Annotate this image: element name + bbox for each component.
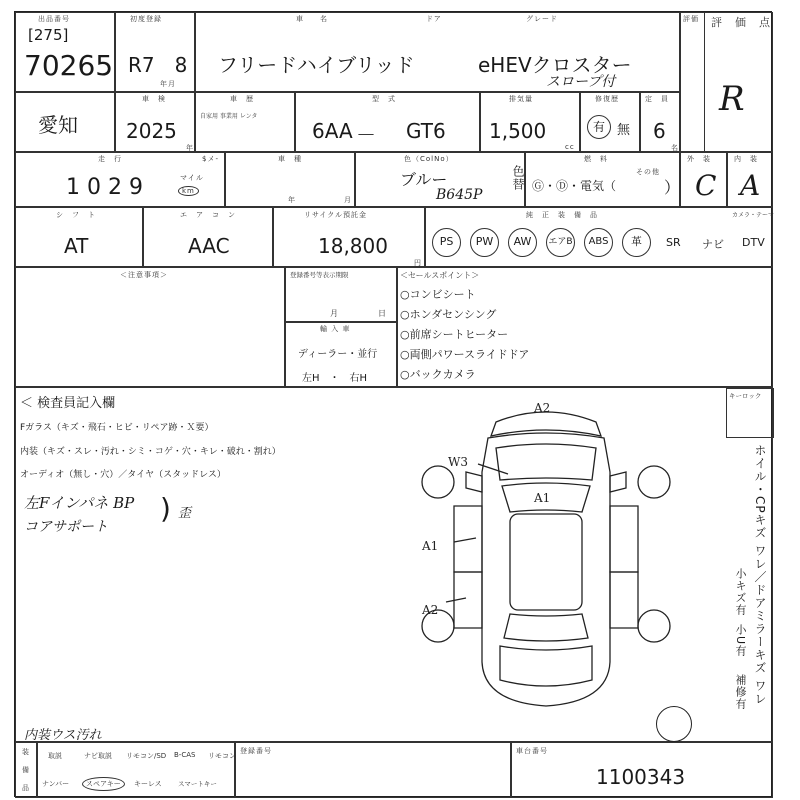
side-note-col1: ホイル・CPキズ ワレ／ドアミラーキズ ワレ	[753, 444, 767, 706]
side-note-col2c: 補修有	[734, 674, 747, 710]
footer-side-3: 品	[22, 784, 30, 792]
sales-point-1: ○コンビシート	[400, 288, 476, 301]
mirror-left	[466, 472, 482, 492]
door-label: ドア	[426, 15, 442, 23]
key-lock-label: キーロック	[729, 392, 762, 400]
body-type-year: 年	[288, 196, 296, 204]
equipment-cell	[425, 207, 773, 267]
fuel-other: その他	[636, 168, 660, 176]
color-value: ブルー	[400, 170, 448, 189]
footer-items	[37, 742, 235, 798]
notes-cell	[15, 267, 285, 387]
wheel-front-right	[638, 466, 670, 498]
aircon-cell	[143, 207, 273, 267]
aircon-label: エ ア コ ン	[180, 211, 236, 219]
shift-label: シ フ ト	[56, 211, 96, 219]
reg-date-month: 月	[330, 309, 339, 318]
shift-cell	[15, 207, 143, 267]
mileage-unit-km: km	[178, 186, 199, 196]
mileage-cell	[15, 152, 225, 207]
footer-item-smart-key: スマートキー	[178, 780, 217, 788]
fuel-options: Ⓖ・Ⓓ・電気（	[532, 179, 617, 193]
equipment-extra-label: カメラ・テーマ	[732, 212, 775, 219]
model-code-prefix: 6AA	[312, 119, 353, 143]
mark-w3: W3	[448, 455, 468, 469]
model-label: 車 名	[296, 15, 328, 23]
rear-window	[504, 614, 588, 641]
hand-note-1: 左Fインパネ BP	[24, 494, 135, 512]
import-dealer: ディーラー・並行	[298, 349, 378, 360]
equip-abs: ABS	[584, 228, 613, 257]
footer-frame-number: 1100343	[596, 765, 686, 789]
mark-a2-side: A2	[422, 603, 439, 617]
sales-point-3: ○前席シートヒーター	[400, 328, 509, 341]
hood	[496, 444, 596, 480]
side-note-col2a: 小キズ有	[734, 568, 747, 616]
interior-value: A	[740, 169, 761, 202]
repair-cell	[580, 92, 640, 152]
import-cell	[285, 322, 397, 387]
score-label: 評 価 点	[711, 16, 771, 29]
recycle-label: リサイクル預託金	[304, 211, 368, 219]
first-reg-value: R7 8	[128, 53, 188, 77]
footer-item-manual: 取説	[48, 752, 62, 760]
sales-points-cell	[397, 267, 773, 387]
interior-cell	[727, 152, 773, 207]
equip-airbag: エアB	[546, 228, 575, 257]
capacity-label: 定 員	[645, 95, 669, 103]
color-code: B645P	[436, 187, 483, 203]
equip-dtv: DTV	[742, 236, 765, 249]
footer-item-remote: リモコン	[208, 752, 236, 760]
first-reg-label: 初度登録	[130, 15, 162, 23]
color-cell	[355, 152, 525, 207]
footer-item-remote-sd: リモコン/SD	[126, 752, 167, 760]
hand-note-bottom: 内装ウス汚れ	[24, 728, 102, 743]
fuel-close: ）	[664, 178, 681, 197]
history-cell	[195, 92, 295, 152]
history-label: 車 歴	[230, 95, 254, 103]
mileage-label: 走 行	[98, 155, 122, 163]
inspector-line-1: Fガラス（キズ・飛石・ヒビ・リペア跡・Ｘ要）	[20, 423, 214, 433]
footer-reg-label: 登録番号	[240, 747, 272, 755]
sales-points-label: ＜セールスポイント＞	[400, 271, 480, 280]
model-code-dash: －	[356, 123, 376, 147]
lot-number: 70265	[24, 49, 114, 82]
wheel-rear-right	[638, 610, 670, 642]
inspector-title: ＜ 検査員記入欄	[20, 396, 116, 411]
mark-a2-top: A2	[534, 402, 551, 415]
mileage-value: 1 0 2 9	[66, 175, 143, 200]
displacement-value: 1,500	[489, 119, 547, 143]
footer-reg-cell	[235, 742, 511, 798]
rear-gate	[500, 646, 592, 686]
inspector-line-2: 内装（キズ・スレ・汚れ・シミ・コゲ・穴・キレ・破れ・割れ）	[20, 447, 281, 457]
displacement-cell	[480, 92, 580, 152]
grade-note: スロープ付	[546, 74, 616, 90]
notes-label: ＜注意事項＞	[120, 271, 168, 279]
score-divider	[680, 12, 705, 152]
footer-item-keyless: キーレス	[134, 780, 162, 788]
lot-cell	[15, 12, 115, 92]
a2-side-leader	[446, 598, 466, 602]
recycle-unit: 円	[414, 259, 422, 267]
equip-sr: SR	[666, 236, 681, 249]
exterior-cell	[680, 152, 727, 207]
region-value: 愛知	[38, 113, 78, 137]
a1-side-leader	[454, 538, 476, 542]
import-label: 輸 入 車	[320, 325, 351, 333]
repair-label: 修復歴	[595, 95, 619, 103]
capacity-value: 6	[653, 119, 666, 143]
recycle-value: 18,800	[318, 234, 388, 258]
key-lock-box	[726, 388, 774, 438]
inspection-year-label: 年	[186, 144, 194, 152]
capacity-unit: 名	[671, 144, 679, 152]
footer-side-1: 装	[22, 748, 30, 756]
mileage-unit-top: マイル	[180, 174, 204, 182]
import-steering: 左H ・ 右H	[302, 373, 368, 384]
auction-sheet	[14, 11, 775, 797]
equip-ps: PS	[432, 228, 461, 257]
exterior-label: 外 装	[687, 155, 711, 163]
capacity-cell	[640, 92, 680, 152]
inspector-line-3: オーディオ（無し・穴）／タイヤ（スタッドレス）	[20, 470, 226, 480]
right-door-front	[610, 506, 638, 572]
footer-frame-cell	[511, 742, 773, 798]
roof	[510, 514, 582, 610]
footer-equip-side	[15, 742, 37, 798]
displacement-label: 排気量	[509, 95, 533, 103]
history-sub: 自家用 事業用 レンタ	[200, 113, 258, 120]
body-type-month: 月	[344, 196, 352, 204]
sales-point-4: ○両側パワースライドドア	[400, 348, 530, 361]
first-reg-month-label: 年月	[160, 80, 176, 88]
inspection-label: 車 検	[142, 95, 166, 103]
mark-a1-roof: A1	[534, 491, 551, 505]
side-note-col2b: 小U有	[734, 624, 747, 658]
model-cell	[195, 12, 680, 92]
fuel-cell	[525, 152, 680, 207]
model-value: フリードハイブリッド	[218, 53, 415, 77]
lot-bracket: [275]	[28, 26, 69, 44]
repair-no: 無	[617, 123, 631, 138]
mark-a1-side: A1	[422, 539, 439, 553]
equip-navi: ナビ	[702, 238, 724, 251]
stamp-circle	[656, 706, 692, 742]
body-outline	[482, 433, 610, 706]
reg-date-day: 日	[378, 309, 387, 318]
inspection-cell	[115, 92, 195, 152]
inspector-area	[15, 387, 773, 742]
equip-pw: PW	[470, 228, 499, 257]
score-value: R	[719, 79, 745, 119]
first-reg-cell	[115, 12, 195, 92]
sales-point-5: ○バックカメラ	[400, 368, 476, 381]
body-type-cell	[225, 152, 355, 207]
wheel-front-left	[422, 466, 454, 498]
footer-item-plate: ナンバー	[42, 780, 70, 788]
sales-point-2: ○ホンダセンシング	[400, 308, 497, 321]
mirror-right	[610, 472, 626, 492]
right-door-rear	[610, 572, 638, 628]
recycle-cell	[273, 207, 425, 267]
hand-mark: 歪	[178, 506, 192, 521]
body-type-label: 車 種	[278, 155, 302, 163]
footer-item-spare-key: スペアキー	[82, 777, 125, 791]
hand-bracket: )	[160, 492, 171, 525]
equip-leather: 革	[622, 228, 651, 257]
lot-label: 出品番号	[38, 15, 70, 23]
reg-date-label: 登録番号等表示期限	[290, 271, 349, 279]
grade-label: グレード	[526, 15, 558, 23]
footer-item-bcas: B-CAS	[174, 751, 196, 759]
score-small-label: 評価	[683, 15, 699, 23]
meter-label: $メ-	[202, 155, 219, 163]
model-code-suffix: GT6	[406, 119, 446, 143]
aircon-value: AAC	[188, 234, 230, 258]
footer-side-2: 備	[22, 766, 30, 774]
fuel-label: 燃 料	[584, 155, 608, 163]
color-side-label: 色替	[511, 165, 525, 191]
color-label: 色（ColNo）	[404, 155, 454, 163]
reg-date-cell	[285, 267, 397, 322]
model-code-label: 型 式	[372, 95, 396, 103]
displacement-unit: cc	[565, 143, 575, 151]
hand-note-2: コアサポート	[24, 519, 108, 535]
footer-frame-label: 車台番号	[516, 747, 548, 755]
equipment-label: 純 正 装 備 品	[526, 211, 598, 219]
interior-label: 内 装	[734, 155, 758, 163]
equip-aw: AW	[508, 228, 537, 257]
exterior-value: C	[695, 169, 717, 202]
inspection-value: 2025	[126, 119, 177, 143]
region-cell	[15, 92, 115, 152]
grade-value: eHEVクロスター	[478, 53, 632, 77]
car-damage-diagram	[396, 402, 696, 722]
model-code-cell	[295, 92, 480, 152]
repair-yes: 有	[587, 115, 611, 139]
footer-item-navi-manual: ナビ取説	[84, 752, 112, 760]
shift-value: AT	[64, 234, 89, 258]
